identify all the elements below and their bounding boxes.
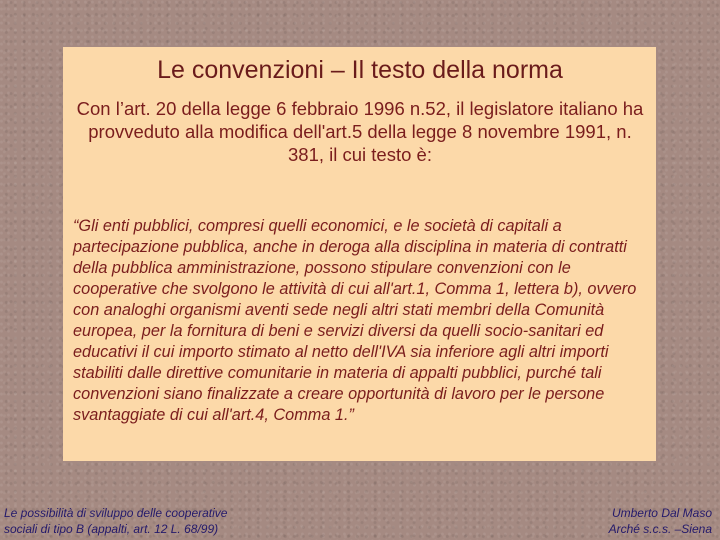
slide-title: Le convenzioni – Il testo della norma xyxy=(157,56,563,84)
footer-right xyxy=(452,505,712,537)
intro-paragraph: Con l’art. 20 della legge 6 febbraio 1996 n.52, il legislatore italiano ha provveduto alla modifica dell'art.5 della legge 8 novembre 1991, n. 381, il cui testo è: xyxy=(76,98,644,165)
footer-left-line-2: sociali di tipo B (appalti, art. 12 L. 68/99) xyxy=(4,522,219,536)
footer-organization: Arché s.c.s. –Siena xyxy=(608,522,712,536)
footer-left-line-1: Le possibilità di sviluppo delle cooperative xyxy=(4,506,228,520)
law-quote: “Gli enti pubblici, compresi quelli economici, e le società di capitali a partecipazione pubblica, anche in deroga alla disciplina in materia di contratti della pubblica amministrazione, possono stipulare convenzioni con le cooperative che svolgono le attività di cui all'art.1, Comma 1, lettera b), ovvero con analoghi organismi aventi sede negli altri stati membri della Comunità europea, per la fornitura di beni e servizi diversi da quelli socio-sanitari ed educativi il cui importo stimato al netto dell'IVA sia inferiore agli altri importi stabiliti dalle direttive comunitarie in materia di appalti pubblici, purché tali convenzioni siano finalizzate a creare opportunità di lavoro per le persone svantaggiate di cui all'art.4, Comma 1.” xyxy=(73,217,637,424)
footer-author: Umberto Dal Maso xyxy=(611,506,712,520)
footer-left xyxy=(4,505,304,537)
